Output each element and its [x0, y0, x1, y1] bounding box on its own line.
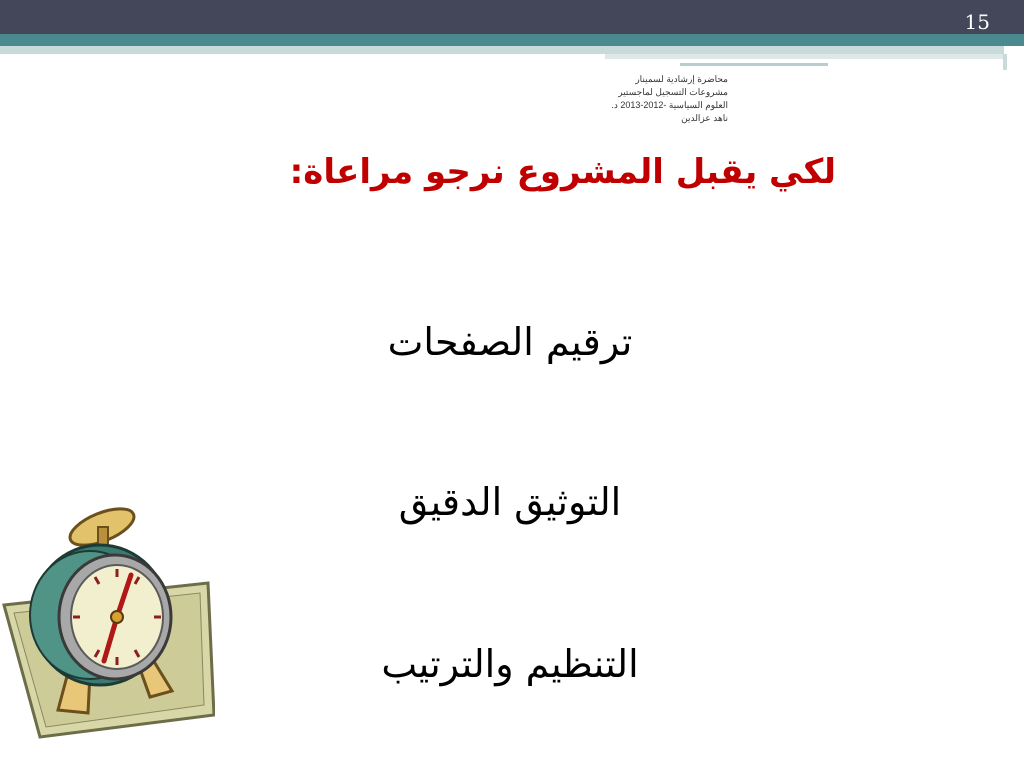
list-item: ترقيم الصفحات [387, 320, 633, 364]
decorative-line [605, 54, 1003, 59]
header-note-line: مشروعات التسجيل لماجستير [618, 87, 728, 97]
top-bar [0, 0, 1024, 34]
slide-number: 15 [964, 10, 990, 34]
header-note-line: ناهد عزالدين [681, 113, 728, 123]
decorative-line [1003, 54, 1007, 70]
alarm-clock-icon [0, 505, 215, 740]
accent-band-light [0, 46, 1004, 54]
slide-title: لكي يقبل المشروع نرجو مراعاة: [289, 152, 836, 192]
list-item: التوثيق الدقيق [398, 480, 622, 524]
header-note-line: محاضرة إرشادية لسمينار [635, 74, 728, 84]
accent-band [0, 34, 1024, 46]
list-item: التنظيم والترتيب [381, 642, 639, 686]
decorative-line [680, 63, 828, 66]
header-note-line: العلوم السياسية -2012-2013 د. [611, 100, 728, 110]
header-note [560, 73, 728, 125]
